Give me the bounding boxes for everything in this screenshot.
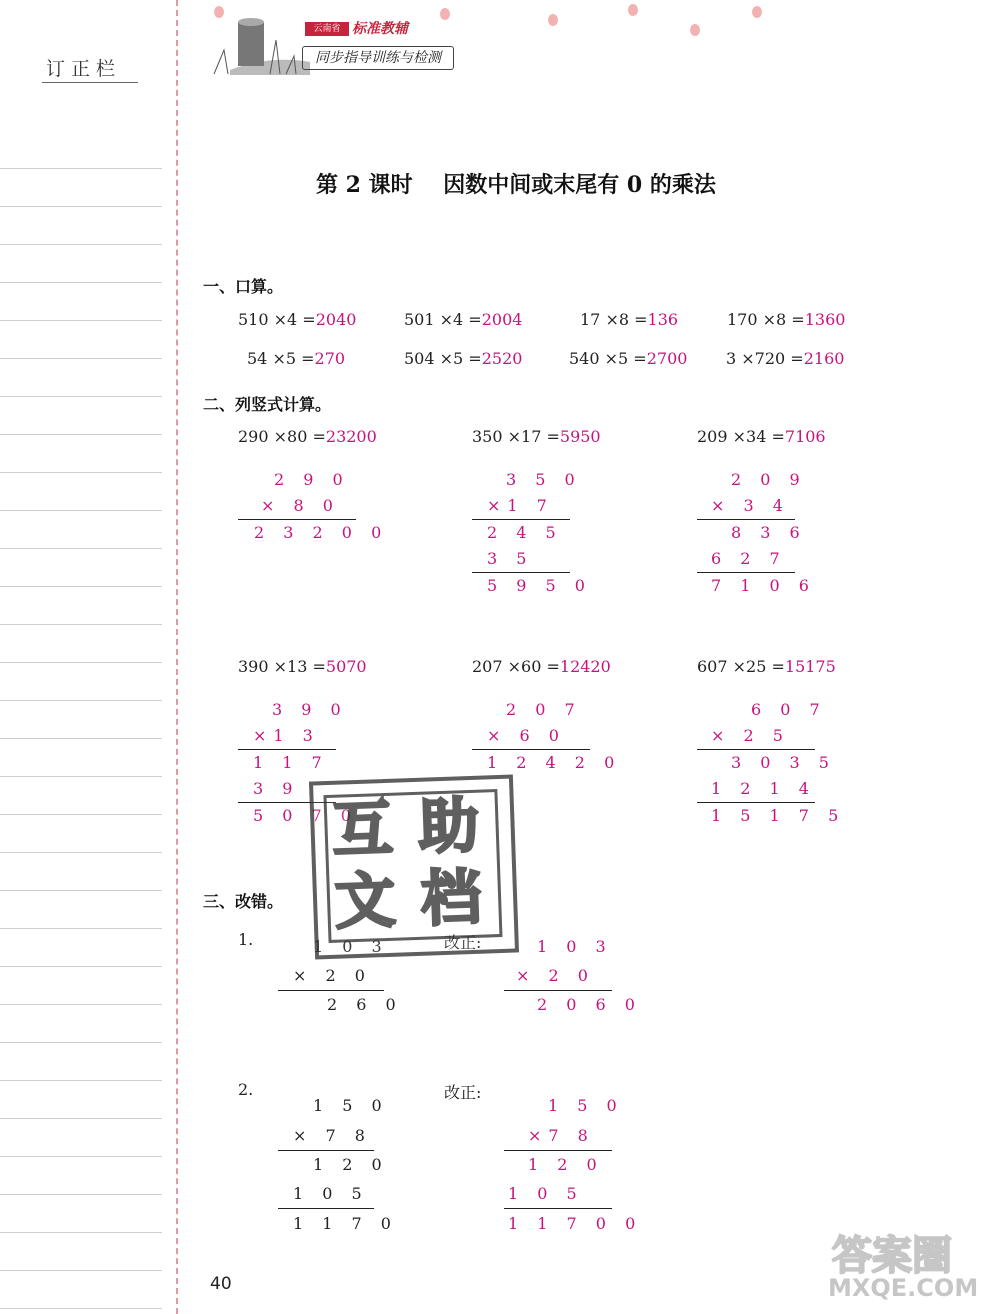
margin-rule (0, 1118, 162, 1119)
oral-item: 501 ×4 =2004 (404, 310, 523, 329)
margin-rule (0, 396, 162, 397)
petal-decoration (214, 6, 224, 18)
book-title: 同步指导训练与检测 (302, 46, 454, 70)
vertical-line: 2 0 7 (506, 700, 582, 719)
stamp-char: 档 (419, 862, 483, 935)
correction-label: 订正栏 (46, 58, 122, 80)
oral-item: 504 ×5 =2520 (404, 349, 523, 368)
margin-rule (0, 548, 162, 549)
wrong-line: × 7 8 (293, 1126, 372, 1145)
vertical-line: × 8 0 (261, 496, 340, 515)
oral-item: 54 ×5 =270 (247, 349, 346, 368)
calc-rule (504, 1150, 612, 1151)
vertical-line: 1 2 4 2 0 (487, 753, 622, 772)
oral-item: 540 ×5 =2700 (569, 349, 688, 368)
margin-rule (0, 472, 162, 473)
vertical-line: ×1 3 (253, 726, 320, 745)
vertical-line: 6 0 7 (751, 700, 827, 719)
oral-item: 170 ×8 =1360 (727, 310, 846, 329)
vertical-line: 1 1 7 (253, 753, 329, 772)
margin-rule (0, 206, 162, 207)
petal-decoration (628, 4, 638, 16)
margin-rule (0, 358, 162, 359)
binding-dashed-line (176, 0, 178, 1314)
corrected-line: 1 5 0 (548, 1096, 624, 1115)
wrong-line: 2 6 0 (327, 995, 403, 1014)
site-logo (826, 1224, 996, 1310)
margin-rule (0, 586, 162, 587)
margin-rule (0, 738, 162, 739)
vertical-line: 2 0 9 (731, 470, 807, 489)
calc-rule (504, 990, 612, 991)
correction-label: 改正: (444, 1083, 482, 1102)
vertical-line: ×1 7 (487, 496, 554, 515)
calc-rule (278, 1150, 374, 1151)
margin-rule (0, 320, 162, 321)
wrong-line: 1 0 3 (313, 937, 389, 956)
vertical-line: 8 3 6 (731, 523, 807, 542)
vertical-line: 5 0 7 0 (253, 806, 358, 825)
vertical-line: 3 5 0 (506, 470, 582, 489)
problem-equation: 350 ×17 =5950 (472, 427, 601, 446)
margin-rule (0, 662, 162, 663)
corrected-line: 1 0 3 (537, 937, 613, 956)
margin-rule (0, 1232, 162, 1233)
margin-rule (0, 244, 162, 245)
logo-site: MXQE.COM (828, 1274, 979, 1302)
problem-equation: 209 ×34 =7106 (697, 427, 826, 446)
petal-decoration (440, 8, 450, 20)
section1-heading: 一、口算。 (203, 277, 284, 296)
wrong-line: × 2 0 (293, 966, 372, 985)
margin-rule (0, 434, 162, 435)
oral-item: 3 ×720 =2160 (726, 349, 845, 368)
logo-mark: 答案圈 (832, 1233, 952, 1279)
problem-equation: 390 ×13 =5070 (238, 657, 367, 676)
problem-number: 2. (238, 1080, 254, 1099)
margin-rule (0, 852, 162, 853)
wrong-line: 1 5 0 (313, 1096, 389, 1115)
wrong-line: 1 0 5 (293, 1184, 369, 1203)
corrected-line: 1 2 0 (528, 1155, 604, 1174)
vertical-line: × 2 5 (711, 726, 790, 745)
vertical-line: 3 9 0 (272, 700, 348, 719)
margin-rule (0, 1004, 162, 1005)
margin-rule (0, 1080, 162, 1081)
section3-heading: 三、改错。 (203, 892, 284, 911)
problem-equation: 207 ×60 =12420 (472, 657, 611, 676)
margin-rule (0, 814, 162, 815)
vertical-line: 1 5 1 7 5 (711, 806, 846, 825)
margin-rule (0, 966, 162, 967)
stamp-char: 互 (331, 793, 394, 866)
vertical-line: × 3 4 (711, 496, 790, 515)
vertical-line: 3 9 (253, 779, 300, 798)
margin-rule (0, 282, 162, 283)
corrected-line: 2 0 6 0 (537, 995, 642, 1014)
lesson-title: 第 2 课时 因数中间或末尾有 0 的乘法 (316, 172, 716, 198)
vertical-line: 2 3 2 0 0 (254, 523, 389, 542)
margin-rule (0, 1308, 162, 1309)
brand-tag: 云南省 (305, 22, 349, 36)
margin-rule (0, 510, 162, 511)
vertical-line: 7 1 0 6 (711, 576, 816, 595)
margin-rule (0, 1270, 162, 1271)
correction-label: 改正: (444, 933, 482, 952)
margin-rule (0, 700, 162, 701)
margin-rule (0, 624, 162, 625)
wrong-line: 1 2 0 (313, 1155, 389, 1174)
margin-rule (0, 1194, 162, 1195)
vertical-line: 2 4 5 (487, 523, 563, 542)
margin-rule (0, 890, 162, 891)
margin-rule (0, 928, 162, 929)
section2-heading: 二、列竖式计算。 (203, 395, 332, 414)
corrected-line: × 2 0 (516, 966, 595, 985)
margin-rule (0, 168, 162, 169)
corrected-line: ×7 8 (528, 1126, 595, 1145)
label-underline (42, 82, 138, 83)
vertical-line: 6 2 7 (711, 549, 787, 568)
petal-decoration (548, 14, 558, 26)
page-number: 40 (210, 1274, 232, 1294)
petal-decoration (690, 24, 700, 36)
calc-rule (278, 1208, 374, 1209)
corrected-line: 1 1 7 0 0 (508, 1214, 643, 1233)
margin-rule (0, 776, 162, 777)
problem-number: 1. (238, 930, 254, 949)
stamp-char: 助 (417, 790, 480, 863)
problem-equation: 290 ×80 =23200 (238, 427, 377, 446)
vertical-line: × 6 0 (487, 726, 566, 745)
stamp-char: 文 (333, 865, 397, 938)
brand-title: 标准教辅 (352, 21, 408, 37)
oral-item: 510 ×4 =2040 (238, 310, 357, 329)
wrong-line: 1 1 7 0 (293, 1214, 398, 1233)
watermark-stamp (309, 774, 519, 959)
calc-rule (504, 1208, 612, 1209)
problem-equation: 607 ×25 =15175 (697, 657, 836, 676)
petal-decoration (752, 6, 762, 18)
vertical-line: 5 9 5 0 (487, 576, 592, 595)
oral-item: 17 ×8 =136 (580, 310, 679, 329)
margin-rule (0, 1156, 162, 1157)
margin-rule (0, 1042, 162, 1043)
vertical-line: 2 9 0 (274, 470, 350, 489)
calc-rule (278, 990, 384, 991)
vertical-line: 3 5 (487, 549, 534, 568)
correction-margin (0, 0, 168, 1314)
vertical-line: 1 2 1 4 (711, 779, 816, 798)
corrected-line: 1 0 5 (508, 1184, 584, 1203)
vertical-line: 3 0 3 5 (731, 753, 836, 772)
